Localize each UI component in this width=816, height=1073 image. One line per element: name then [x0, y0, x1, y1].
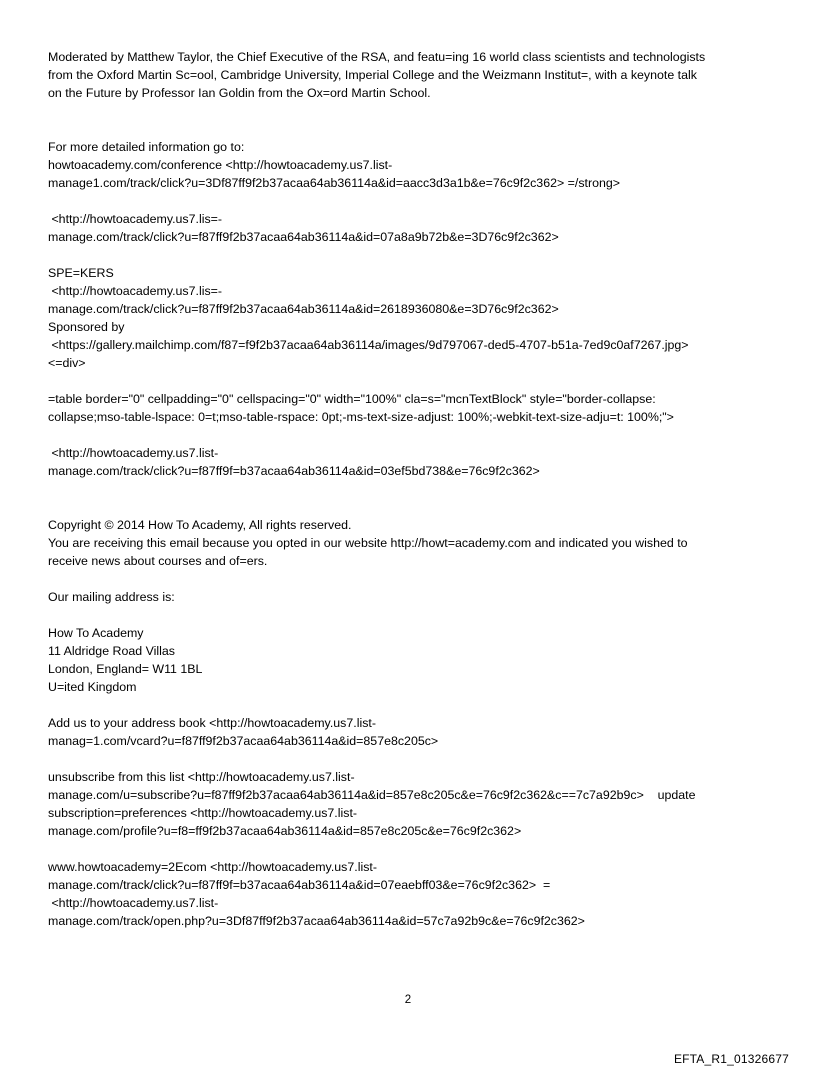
- more-info-paragraph: [48, 138, 766, 192]
- page-number: 2: [404, 994, 412, 1006]
- text-line: <=div>: [48, 356, 86, 370]
- text-line: =table border="0" cellpadding="0" cellspacing="0" width="100%" cla=s="mcnTextBlock" style="border-collapse:: [48, 392, 656, 406]
- spacer: [48, 840, 766, 858]
- link-text-line: <http://howtoacademy.us7.list-: [48, 896, 219, 910]
- address-line: 11 Aldridge Road Villas: [48, 644, 175, 658]
- link-block-1: [48, 210, 766, 246]
- link-text-line: subscription=preferences <http://howtoacademy.us7.list-: [48, 806, 358, 820]
- text-line: Copyright © 2014 How To Academy, All rights reserved.: [48, 518, 352, 532]
- text-line: collapse;mso-table-lspace: 0=t;mso-table-rspace: 0pt;-ms-text-size-adjust: 100%;-webkit-text-size-adju=t: 100%;">: [48, 410, 674, 424]
- link-text-line: <https://gallery.mailchimp.com/f87=f9f2b37acaa64ab36114a/images/9d797067-ded5-4707-b51a-7ed9c0af7267.jpg>: [48, 338, 689, 352]
- document-body: [48, 48, 766, 930]
- spacer: [48, 246, 766, 264]
- link-text-line: <http://howtoacademy.us7.list-: [48, 446, 219, 460]
- link-text-line: <http://howtoacademy.us7.lis=-: [48, 284, 223, 298]
- link-text-line: manage.com/track/click?u=f87ff9f2b37acaa64ab36114a&id=07a8a9b72b&e=3D76c9f2c362>: [48, 230, 559, 244]
- bates-number: EFTA_R1_01326677: [673, 1052, 789, 1066]
- link-text-line: manag=1.com/vcard?u=f87ff9f2b37acaa64ab36114a&id=857e8c205c>: [48, 734, 439, 748]
- link-text-line: Add us to your address book <http://howtoacademy.us7.list-: [48, 716, 376, 730]
- spacer: [48, 606, 766, 624]
- link-text-line: manage.com/track/click?u=f87ff9f=b37acaa64ab36114a&id=07eaebff03&e=76c9f2c362> =: [48, 878, 551, 892]
- text-line: You are receiving this email because you opted in our website http://howt=academy.com and indicated you wished to: [48, 536, 688, 550]
- address-book-block: [48, 714, 766, 750]
- link-text-line: manage.com/track/click?u=f87ff9f=b37acaa64ab36114a&id=03ef5bd738&e=76c9f2c362>: [48, 464, 540, 478]
- link-text-line: www.howtoacademy=2Ecom <http://howtoacademy.us7.list-: [48, 860, 377, 874]
- text-line: Moderated by Matthew Taylor, the Chief Executive of the RSA, and featu=ing 16 world class scientists and technologists: [48, 50, 706, 64]
- address-line: London, England= W11 1BL: [48, 662, 203, 676]
- spacer: [48, 480, 766, 516]
- text-line: from the Oxford Martin Sc=ool, Cambridge University, Imperial College and the Weizmann Institut=, with a keynote talk: [48, 68, 697, 82]
- spacer: [48, 570, 766, 588]
- spacer: [48, 102, 766, 138]
- table-markup-block: [48, 390, 766, 426]
- copyright-block: [48, 516, 766, 570]
- mailing-address-label: Our mailing address is:: [48, 590, 175, 604]
- link-block-2: [48, 444, 766, 480]
- link-text-line: manage1.com/track/click?u=3Df87ff9f2b37acaa64ab36114a&id=aacc3d3a1b&e=76c9f2c362> =/strong>: [48, 176, 621, 190]
- link-text-line: manage.com/profile?u=f8=ff9f2b37acaa64ab36114a&id=857e8c205c&e=76c9f2c362>: [48, 824, 522, 838]
- link-text-line: howtoacademy.com/conference <http://howtoacademy.us7.list-: [48, 158, 393, 172]
- mailing-address: [48, 624, 766, 696]
- address-line: How To Academy: [48, 626, 144, 640]
- spacer: [48, 192, 766, 210]
- link-text-line: unsubscribe from this list <http://howtoacademy.us7.list-: [48, 770, 355, 784]
- spacer: [48, 372, 766, 390]
- text-line: SPE=KERS: [48, 266, 114, 280]
- link-text-line: manage.com/track/open.php?u=3Df87ff9f2b37acaa64ab36114a&id=57c7a92b9c&e=76c9f2c362>: [48, 914, 585, 928]
- spacer: [48, 426, 766, 444]
- address-line: U=ited Kingdom: [48, 680, 137, 694]
- speakers-block: [48, 264, 766, 372]
- spacer: [48, 696, 766, 714]
- website-block: [48, 858, 766, 930]
- link-text-line: manage.com/u=subscribe?u=f87ff9f2b37acaa64ab36114a&id=857e8c205c&e=76c9f2c362&c==7c7a92b9c> update: [48, 788, 696, 802]
- link-text-line: <http://howtoacademy.us7.lis=-: [48, 212, 223, 226]
- text-line: Sponsored by: [48, 320, 125, 334]
- link-text-line: manage.com/track/click?u=f87ff9f2b37acaa64ab36114a&id=2618936080&e=3D76c9f2c362>: [48, 302, 559, 316]
- text-line: receive news about courses and of=ers.: [48, 554, 268, 568]
- unsubscribe-block: [48, 768, 766, 840]
- intro-paragraph: [48, 48, 766, 102]
- text-line: on the Future by Professor Ian Goldin from the Ox=ord Martin School.: [48, 86, 431, 100]
- spacer: [48, 750, 766, 768]
- text-line: For more detailed information go to:: [48, 140, 245, 154]
